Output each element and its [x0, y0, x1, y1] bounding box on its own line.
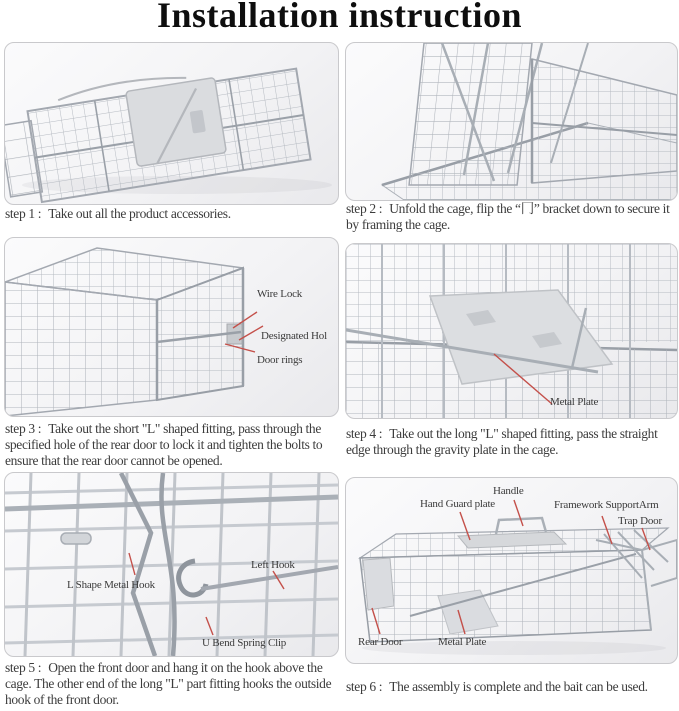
step-5-body: Open the front door and hang it on the hook above the cage. The other end of the long "L" part fitting hooks the outside hook of the front door. — [5, 660, 332, 707]
label-door-rings: Door rings — [257, 354, 303, 366]
step-2-body: Unfold the cage, flip the “冂” bracket down to secure it by framing the cage. — [346, 201, 670, 232]
step-4-text — [346, 426, 679, 458]
label-rear-door: Rear Door — [358, 636, 403, 648]
step-1-body: Take out all the product accessories. — [48, 206, 231, 221]
step-3-body: Take out the short "L" shaped fitting, pass through the specified hole of the rear door to lock it and tighten the bolts to ensure that the rear door cannot be opened. — [5, 421, 323, 468]
figure-panel-step2 — [345, 42, 678, 201]
label-handle: Handle — [493, 485, 524, 497]
figure-panel-step1 — [4, 42, 339, 205]
label-hand-guard-plate: Hand Guard plate — [420, 498, 495, 510]
step-6-body: The assembly is complete and the bait can be used. — [389, 679, 648, 694]
step-5-text — [5, 660, 341, 708]
step-3-text — [5, 421, 341, 469]
step-2-text — [346, 201, 679, 233]
label-framework-support-arm: Framework SupportArm — [554, 499, 659, 511]
step-4-body: Take out the long "L" shaped fitting, pass the straight edge through the gravity plate in the cage. — [346, 426, 658, 457]
figure-panel-step4 — [345, 243, 678, 419]
label-trap-door: Trap Door — [618, 515, 662, 527]
step-2-label: step 2 : — [346, 201, 383, 216]
figure-panel-step3 — [4, 237, 339, 417]
label-l-shape-metal-hook: L Shape Metal Hook — [67, 579, 155, 591]
step-6-text — [346, 679, 679, 695]
label-left-hook: Left Hook — [251, 559, 295, 571]
step-3-label: step 3 : — [5, 421, 42, 436]
page-title: Installation instruction — [156, 0, 523, 35]
step-6-label: step 6 : — [346, 679, 383, 694]
label-designated-hole: Designated Hol — [261, 330, 327, 342]
step-1-text — [5, 206, 339, 222]
folded-cage-illustration — [5, 43, 338, 204]
label-metal-plate: Metal Plate — [550, 396, 599, 408]
unfolded-cage-illustration — [346, 43, 677, 200]
step-4-label: step 4 : — [346, 426, 383, 441]
step-5-label: step 5 : — [5, 660, 42, 675]
gravity-plate-illustration — [346, 244, 677, 418]
step-1-label: step 1 : — [5, 206, 42, 221]
figure-panel-step5 — [4, 472, 339, 657]
label-wire-lock: Wire Lock — [257, 288, 303, 300]
rear-door-illustration — [5, 238, 338, 416]
figure-panel-step6 — [345, 477, 678, 664]
label-metal-plate-2: Metal Plate — [438, 636, 487, 648]
label-u-bend-spring-clip: U Bend Spring Clip — [202, 637, 287, 649]
